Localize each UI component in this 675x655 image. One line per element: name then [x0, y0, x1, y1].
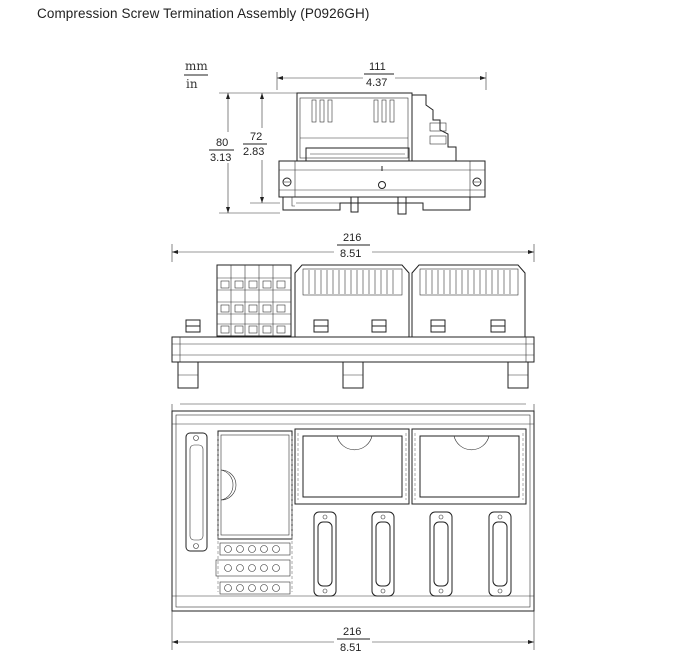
unit-mm-label: mm: [185, 59, 208, 73]
dim-top-length-in: 8.51: [340, 642, 362, 654]
dim-side-length-mm: 216: [343, 232, 362, 244]
side-view: [172, 232, 534, 388]
dim-side-length-in: 8.51: [340, 248, 362, 260]
top-view: [172, 404, 534, 654]
end-view: [209, 61, 486, 214]
dim-height-total-in: 3.13: [210, 152, 232, 164]
dim-height-body-mm: 72: [250, 131, 263, 143]
page-title: Compression Screw Termination Assembly (P0926GH): [37, 6, 370, 21]
dim-height-body-in: 2.83: [243, 146, 265, 158]
dim-top-length-mm: 216: [343, 626, 362, 638]
unit-in-label: in: [186, 77, 198, 91]
dim-width-mm: 111: [369, 61, 386, 73]
dim-width-in: 4.37: [366, 77, 388, 89]
dim-height-total-mm: 80: [216, 137, 229, 149]
units-legend: [184, 59, 208, 91]
